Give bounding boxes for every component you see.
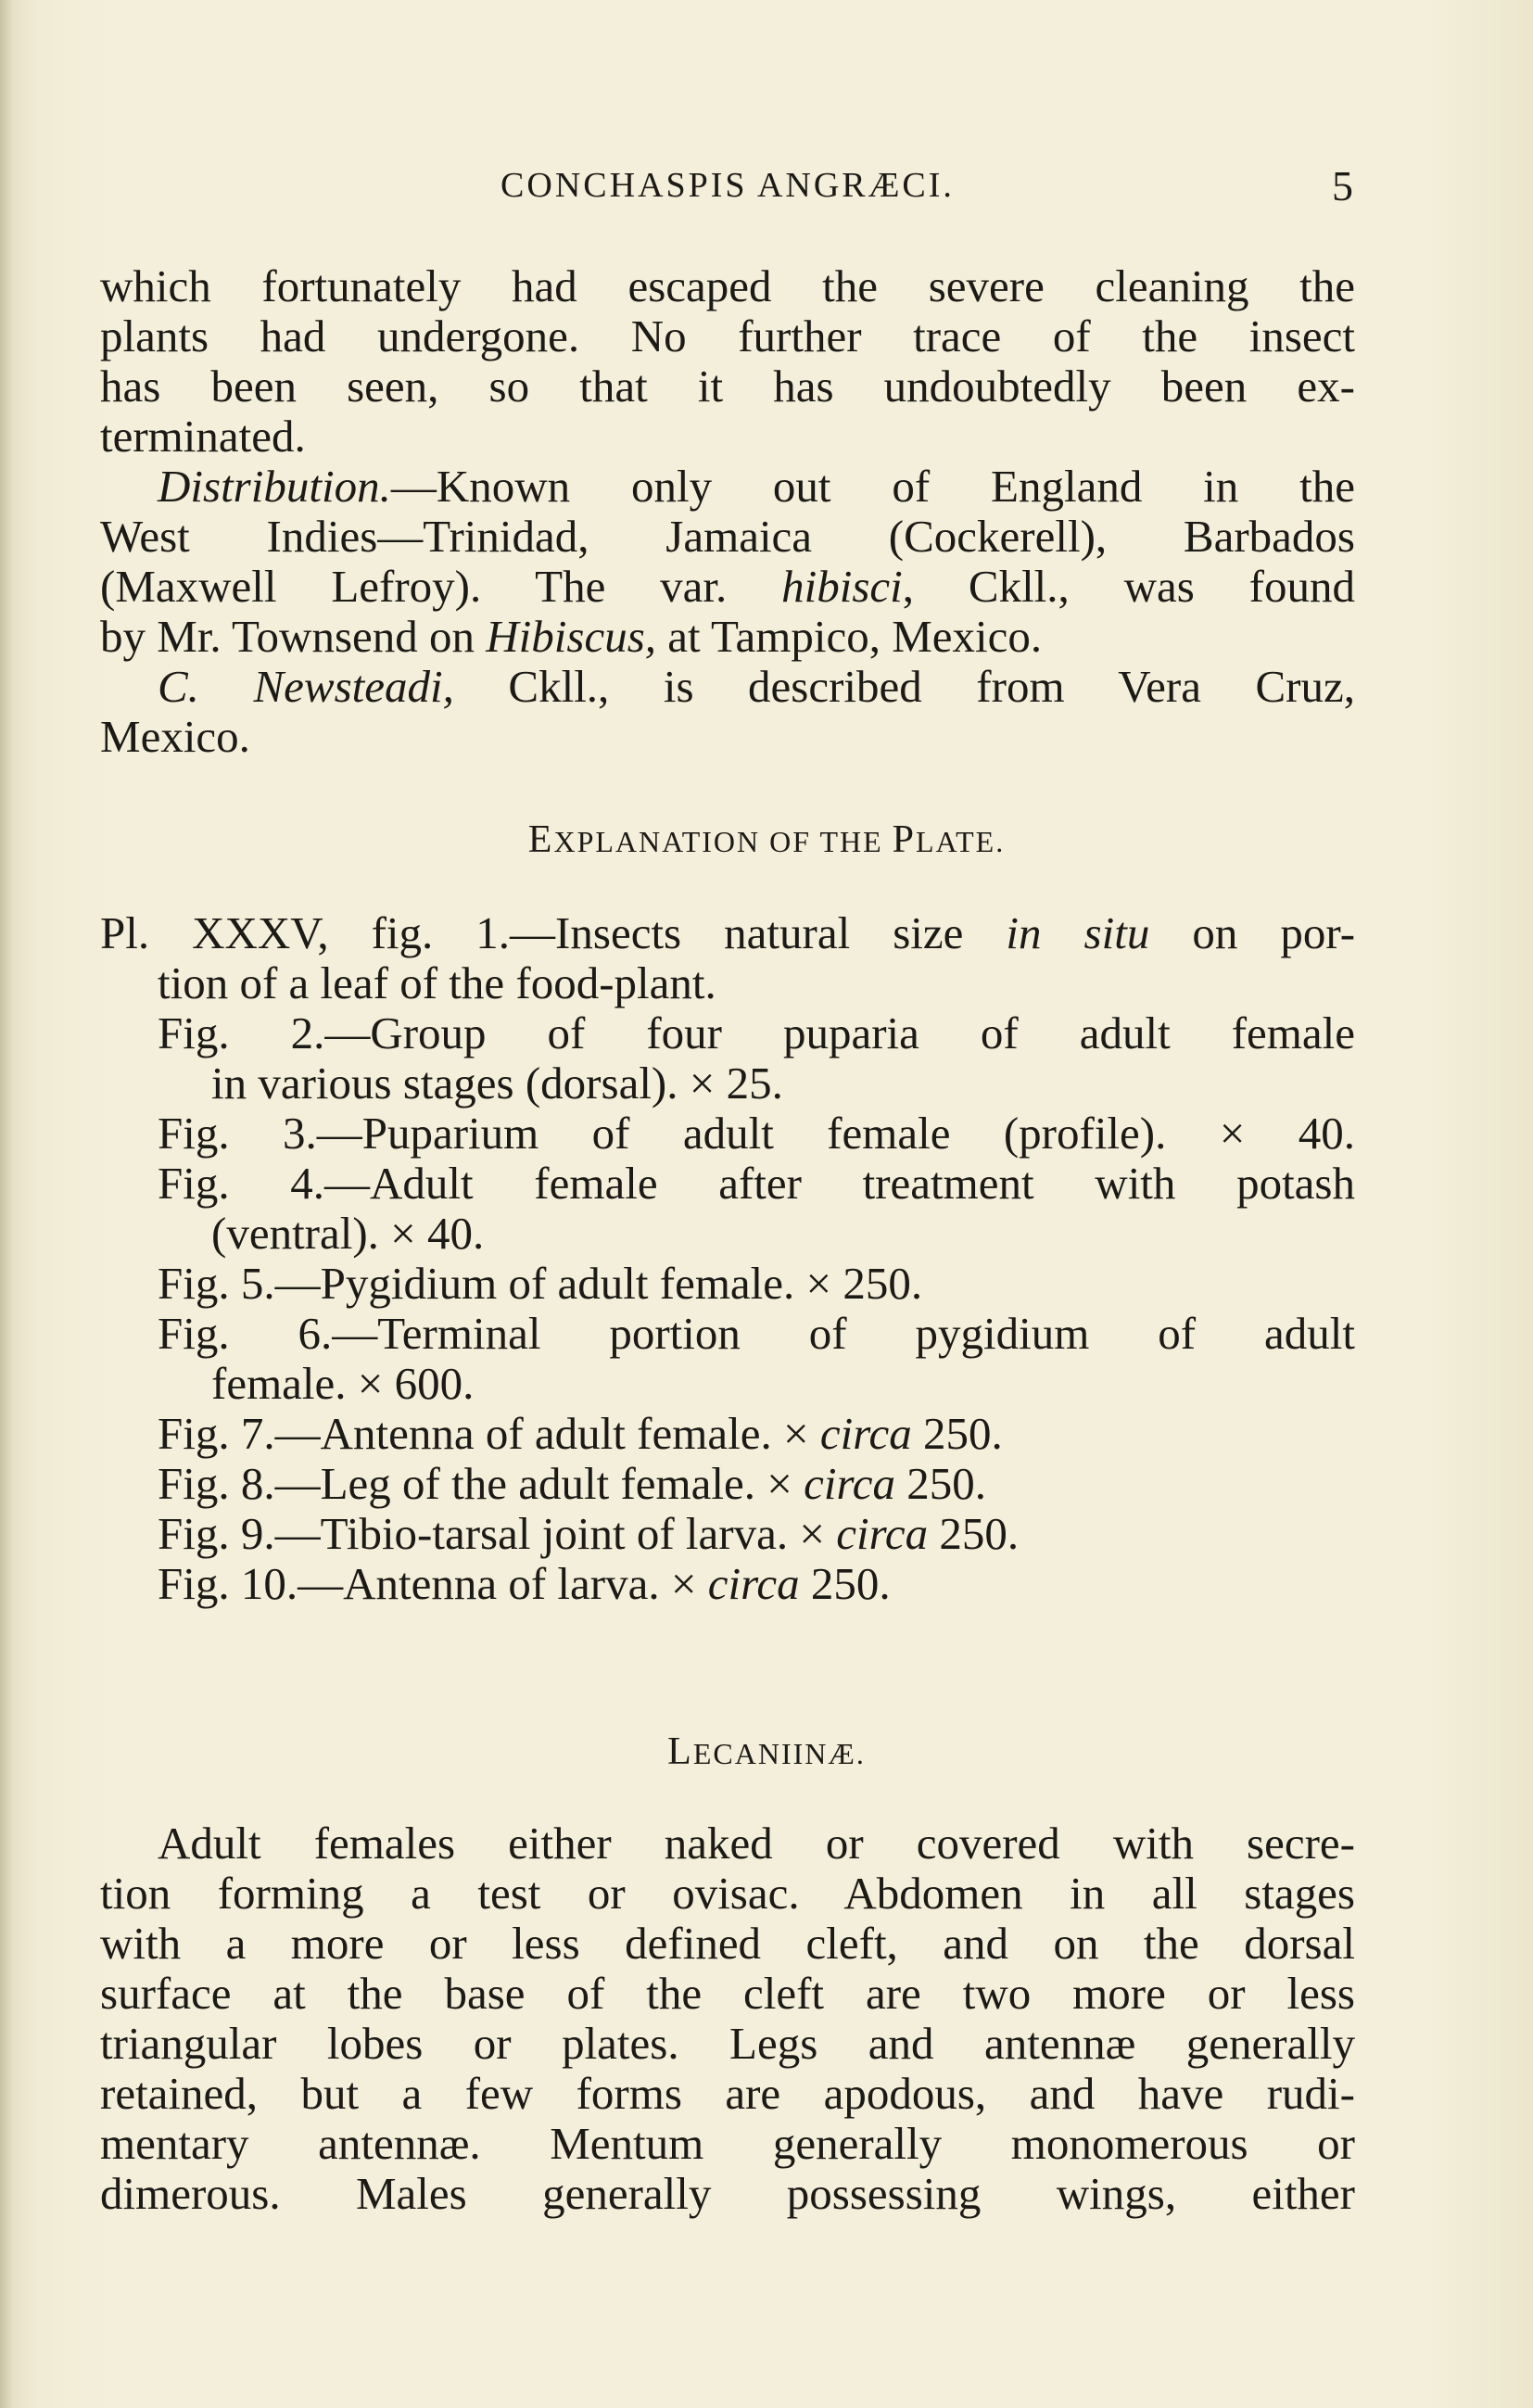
- text-line: terminated.: [100, 411, 306, 462]
- text-line: triangular lobes or plates. Legs and antennæ generally: [100, 2018, 1355, 2069]
- fig-3: Fig. 3.—Puparium of adult female (profile). × 40.: [158, 1108, 1355, 1159]
- text-line: dimerous. Males generally possessing wings, either: [100, 2168, 1355, 2219]
- plate-explanation: [100, 908, 1355, 1609]
- text-line: surface at the base of the cleft are two more or less: [100, 1968, 1355, 2019]
- text-line: Mexico.: [100, 711, 250, 762]
- newsteadi-line: C. Newsteadi, Ckll., is described from Vera Cruz,: [158, 661, 1355, 712]
- text-line: with a more or less defined cleft, and on the dorsal: [100, 1918, 1355, 1969]
- species-name: C. Newsteadi,: [158, 661, 454, 712]
- text-line: (Maxwell Lefroy). The var. hibisci, Ckll., was found: [100, 561, 1355, 612]
- text-line: tion forming a test or ovisac. Abdomen in all stages: [100, 1868, 1355, 1919]
- distribution-label: Distribution.: [158, 461, 391, 512]
- plate-line: tion of a leaf of the food-plant.: [158, 957, 716, 1008]
- page-header: [102, 162, 1353, 221]
- fig-4-cont: (ventral). × 40.: [211, 1208, 485, 1259]
- lecaniinae-heading: LECANIINÆ.: [667, 1730, 866, 1773]
- fig-5: Fig. 5.—Pygidium of adult female. × 250.: [158, 1258, 923, 1309]
- fig-4: Fig. 4.—Adult female after treatment with potash: [158, 1158, 1355, 1209]
- fig-9: Fig. 9.—Tibio-tarsal joint of larva. × circa 250.: [158, 1508, 1020, 1559]
- text-line: has been seen, so that it has undoubtedly been ex-: [100, 361, 1355, 412]
- plate-line: Pl. XXXV, fig. 1.—Insects natural size in situ on por-: [100, 907, 1356, 958]
- text-line: mentary antennæ. Mentum generally monomerous or: [100, 2118, 1355, 2169]
- text-line: which fortunately had escaped the severe cleaning the: [100, 260, 1355, 311]
- fig-2: Fig. 2.—Group of four puparia of adult female: [158, 1008, 1355, 1058]
- fig-6-cont: female. × 600.: [211, 1358, 475, 1409]
- text-line: by Mr. Townsend on Hibiscus, at Tampico, Mexico.: [100, 611, 1043, 662]
- running-title: CONCHASPIS ANGRÆCI.: [500, 166, 955, 205]
- distribution-line: Distribution.—Known only out of England in the: [158, 461, 1355, 512]
- fig-10: Fig. 10.—Antenna of larva. × circa 250.: [158, 1558, 891, 1609]
- fig-8: Fig. 8.—Leg of the adult female. × circa 250.: [158, 1458, 987, 1509]
- fig-2-cont: in various stages (dorsal). × 25.: [211, 1058, 783, 1109]
- text-line: West Indies—Trinidad, Jamaica (Cockerell), Barbados: [100, 511, 1355, 562]
- page-number: 5: [1332, 162, 1353, 209]
- fig-6: Fig. 6.—Terminal portion of pygidium of adult: [158, 1308, 1355, 1359]
- paragraph-conchaspis-end: [100, 261, 1355, 762]
- paragraph-lecaniinae: [100, 1819, 1355, 2219]
- fig-7: Fig. 7.—Antenna of adult female. × circa 250.: [158, 1408, 1003, 1459]
- text-line: retained, but a few forms are apodous, and have rudi-: [100, 2068, 1355, 2119]
- text-line: plants had undergone. No further trace of the insect: [100, 311, 1355, 361]
- text-line: Adult females either naked or covered with secre-: [158, 1818, 1355, 1869]
- plate-heading: EXPLANATION OF THE PLATE.: [527, 818, 1006, 861]
